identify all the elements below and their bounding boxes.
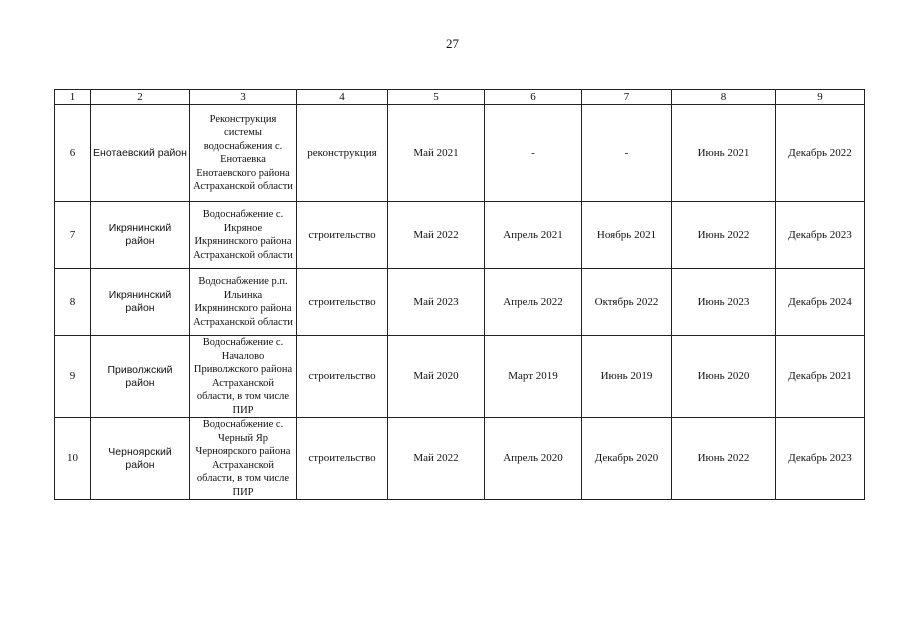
date-cell: -	[485, 105, 582, 202]
object-cell: Водоснабжение с. Черный Яр Черноярского района Астраханской области, в том числе ПИР	[190, 418, 297, 500]
date-cell: Май 2022	[388, 418, 485, 500]
column-header: 3	[190, 90, 297, 105]
date-cell: Апрель 2021	[485, 202, 582, 269]
date-cell: Июнь 2019	[582, 336, 672, 418]
date-cell: -	[582, 105, 672, 202]
date-cell: Июнь 2022	[672, 202, 776, 269]
date-cell: Май 2020	[388, 336, 485, 418]
object-cell: Водоснабжение с. Началово Приволжского района Астраханской области, в том числе ПИР	[190, 336, 297, 418]
row-number: 9	[55, 336, 91, 418]
table-row	[55, 336, 865, 418]
object-cell: Водоснабжение р.п. Ильинка Икрянинского района Астраханской области	[190, 269, 297, 336]
row-number: 8	[55, 269, 91, 336]
row-number: 10	[55, 418, 91, 500]
work-type-cell: строительство	[297, 269, 388, 336]
work-type-cell: строительство	[297, 336, 388, 418]
column-header: 5	[388, 90, 485, 105]
district-cell: Приволжский район	[91, 336, 190, 418]
date-cell: Декабрь 2023	[776, 202, 865, 269]
date-cell: Май 2022	[388, 202, 485, 269]
date-cell: Декабрь 2021	[776, 336, 865, 418]
date-cell: Декабрь 2020	[582, 418, 672, 500]
date-cell: Май 2021	[388, 105, 485, 202]
object-cell: Реконструкция системы водоснабжения с. Енотаевка Енотаевского района Астраханской области	[190, 105, 297, 202]
date-cell: Май 2023	[388, 269, 485, 336]
work-type-cell: строительство	[297, 418, 388, 500]
column-header: 1	[55, 90, 91, 105]
district-cell: Икрянинский район	[91, 202, 190, 269]
work-type-cell: реконструкция	[297, 105, 388, 202]
work-type-cell: строительство	[297, 202, 388, 269]
table-row	[55, 202, 865, 269]
page-number: 27	[446, 36, 459, 51]
date-cell: Апрель 2022	[485, 269, 582, 336]
column-header: 9	[776, 90, 865, 105]
table-row	[55, 269, 865, 336]
column-header: 7	[582, 90, 672, 105]
date-cell: Июнь 2020	[672, 336, 776, 418]
column-header: 8	[672, 90, 776, 105]
table-row	[55, 418, 865, 500]
date-cell: Июнь 2021	[672, 105, 776, 202]
column-header: 2	[91, 90, 190, 105]
date-cell: Ноябрь 2021	[582, 202, 672, 269]
district-cell: Енотаевский район	[91, 105, 190, 202]
date-cell: Декабрь 2023	[776, 418, 865, 500]
header-row	[55, 90, 865, 105]
date-cell: Октябрь 2022	[582, 269, 672, 336]
date-cell: Март 2019	[485, 336, 582, 418]
district-cell: Черноярский район	[91, 418, 190, 500]
column-header: 4	[297, 90, 388, 105]
column-header: 6	[485, 90, 582, 105]
date-cell: Июнь 2023	[672, 269, 776, 336]
date-cell: Декабрь 2022	[776, 105, 865, 202]
date-cell: Июнь 2022	[672, 418, 776, 500]
object-cell: Водоснабжение с. Икряное Икрянинского района Астраханской области	[190, 202, 297, 269]
row-number: 6	[55, 105, 91, 202]
date-cell: Декабрь 2024	[776, 269, 865, 336]
row-number: 7	[55, 202, 91, 269]
district-cell: Икрянинский район	[91, 269, 190, 336]
construction-schedule-table	[54, 89, 865, 500]
date-cell: Апрель 2020	[485, 418, 582, 500]
table-row	[55, 105, 865, 202]
